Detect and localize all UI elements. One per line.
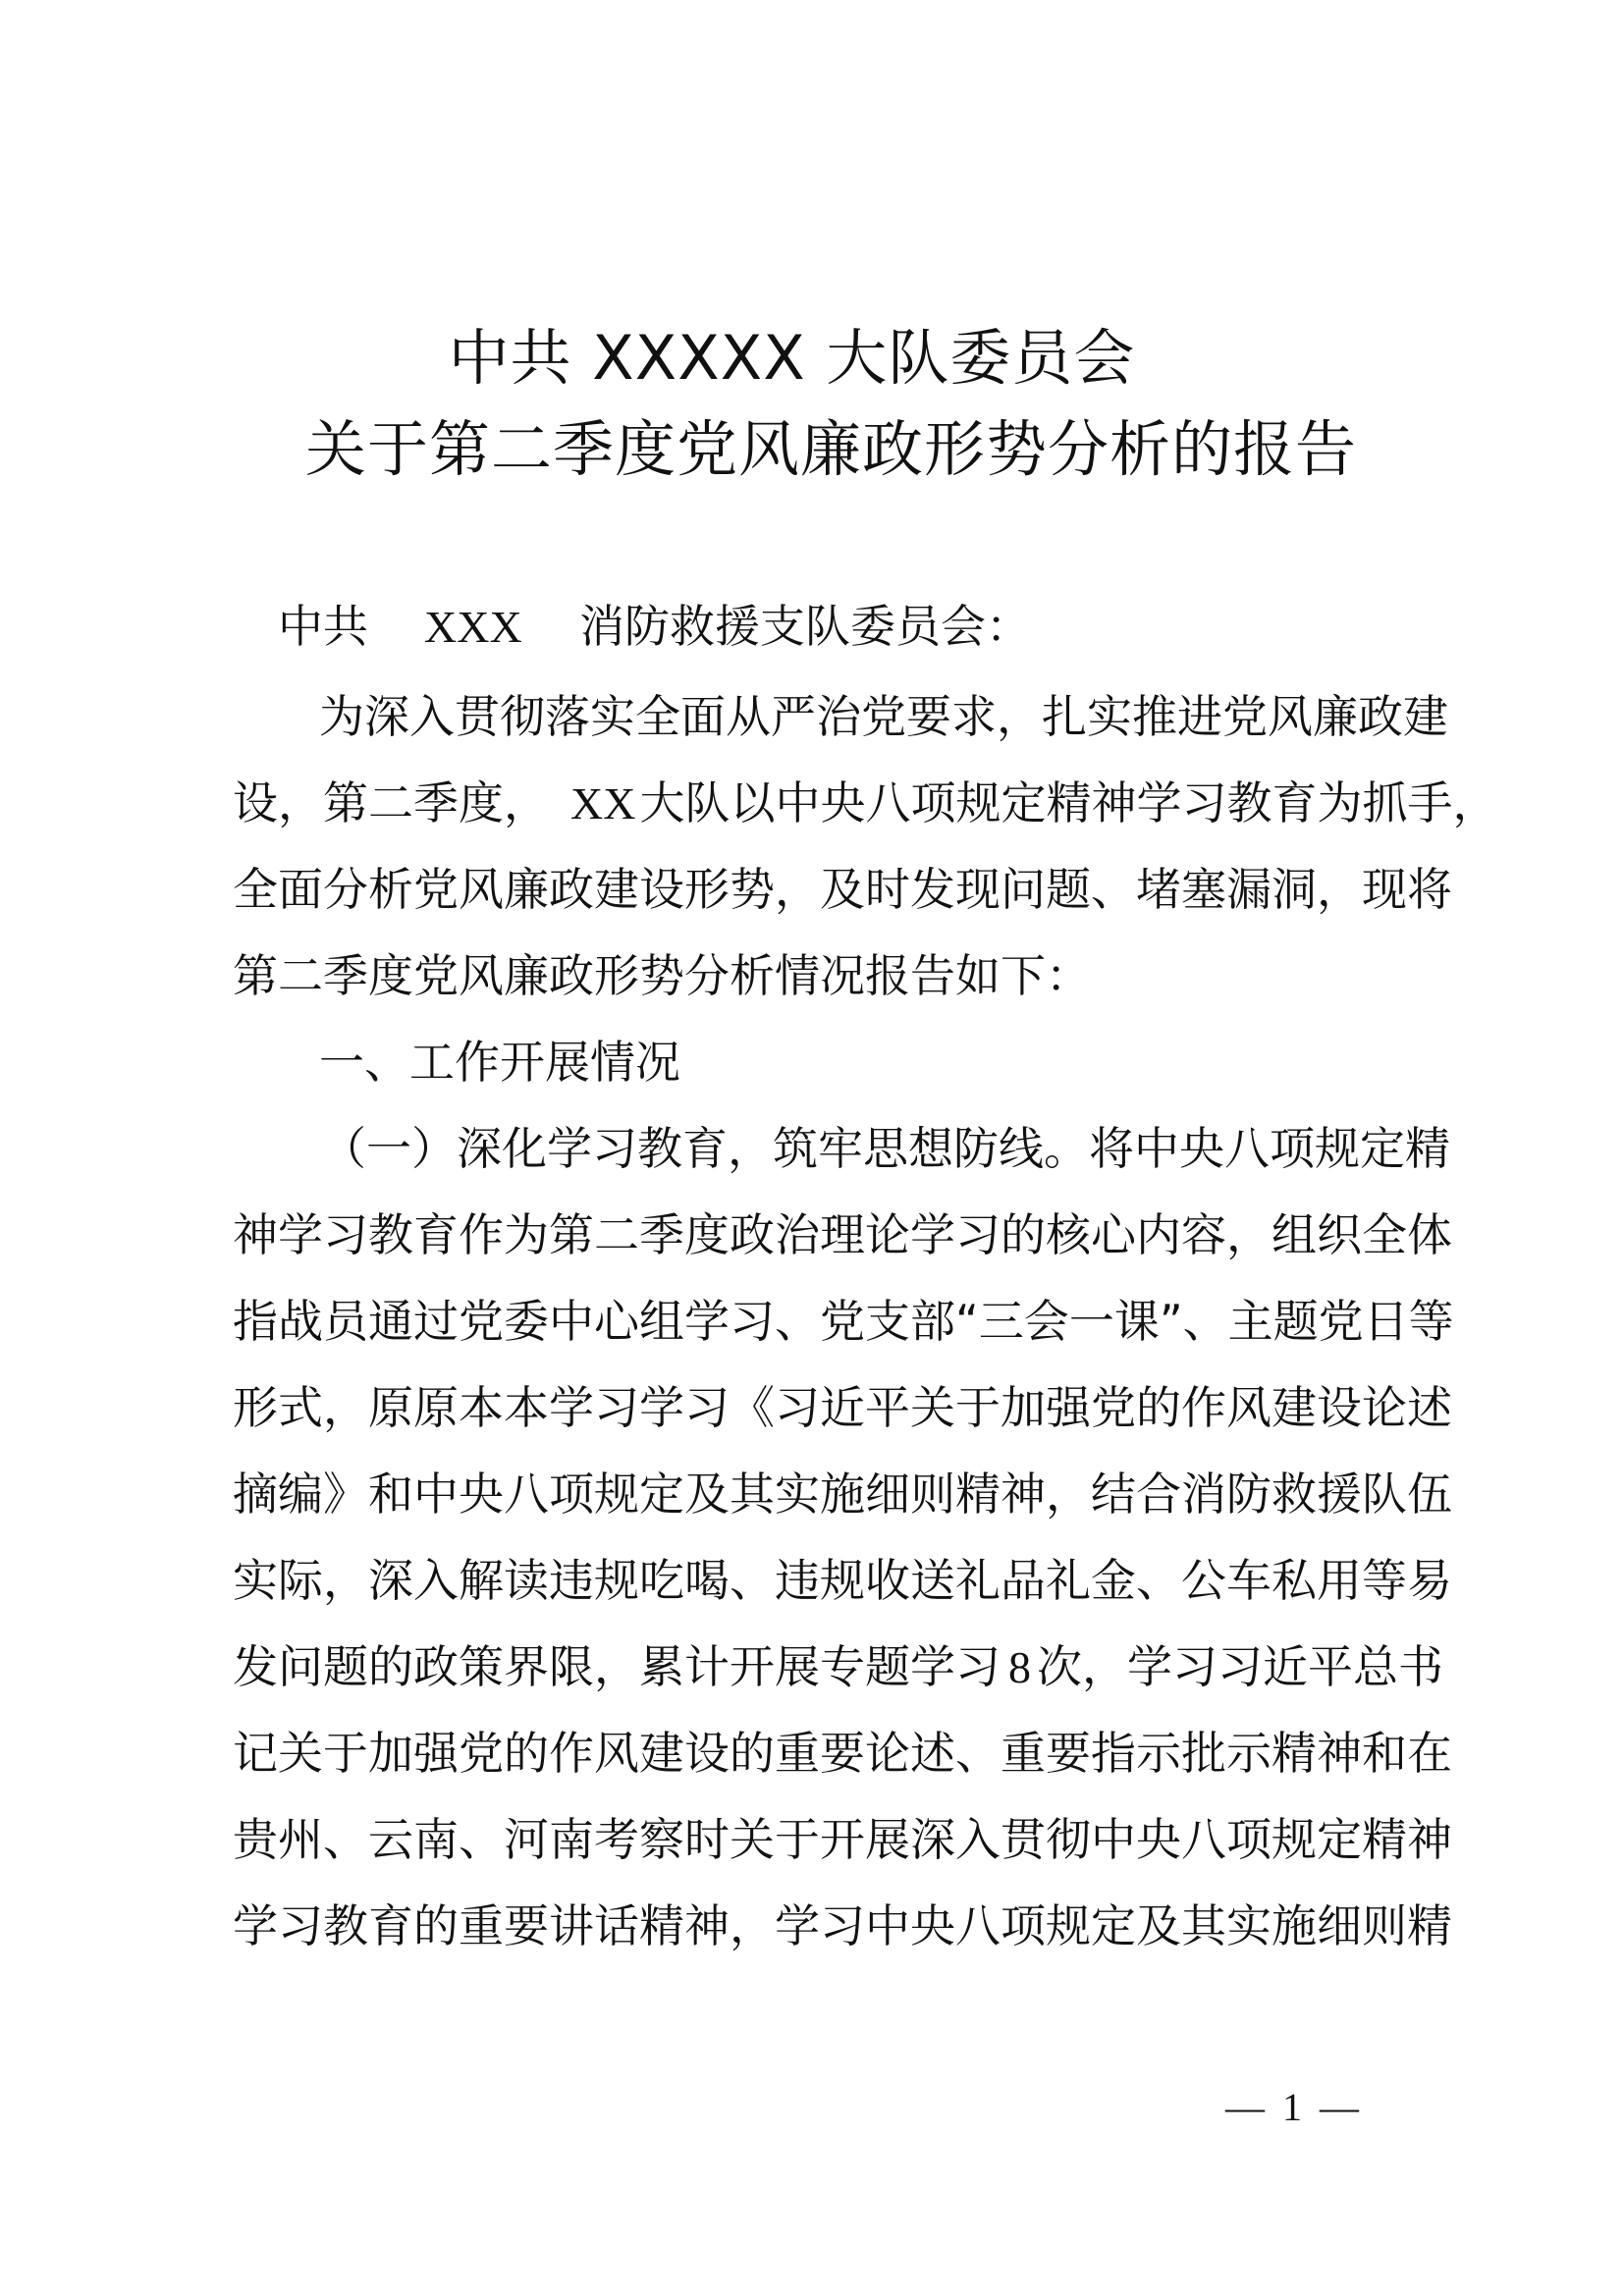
body-text: 大队以中央八项规定精神学习教育为抓手， [639, 776, 1498, 829]
salutation-suffix: 消防救援支队委员会： [579, 600, 1031, 653]
document-title-line-1: 中共 XXXXX 大队委员会 [448, 322, 1136, 394]
body-line: 实际，深入解读违规吃喝、违规收送礼品礼金、公车私用等易 [233, 1554, 1452, 1607]
body-line: 形式，原原本本学习学习《习近平关于加强党的作风建设论述 [233, 1381, 1452, 1434]
unit-code: XX [570, 778, 636, 828]
section-heading: 一、工作开展情况 [319, 1036, 680, 1089]
body-line: 神学习教育作为第二季度政治理论学习的核心内容，组织全体 [233, 1208, 1452, 1261]
body-text: 设，第二季度， [233, 776, 549, 829]
body-line: 为深入贯彻落实全面从严治党要求，扎实推进党风廉政建 [319, 690, 1448, 743]
body-line: 第二季度党风廉政形势分析情况报告如下： [233, 949, 1091, 1002]
study-count: 8 [1008, 1642, 1031, 1692]
body-text: 发问题的政策界限，累计开展专题学习 [233, 1640, 1001, 1693]
body-line: 学习教育的重要讲话精神，学习中央八项规定及其实施细则精 [233, 1899, 1452, 1952]
body-line [233, 1637, 1443, 1697]
subsection-heading: （一）深化学习教育，筑牢思想防线。将中央八项规定精 [321, 1122, 1450, 1175]
salutation-prefix: 中共 [278, 600, 368, 653]
body-text: 次，学习习近平总书 [1037, 1640, 1443, 1693]
document-title-line-2: 关于第二季度党风廉政形势分析的报告 [304, 413, 1357, 485]
body-line: 记关于加强党的作风建设的重要论述、重要指示批示精神和在 [233, 1727, 1452, 1780]
body-line: 全面分析党风廉政建设形势，及时发现问题、堵塞漏洞，现将 [233, 863, 1452, 916]
body-line [233, 774, 1498, 833]
salutation-org-code-text: XXX [424, 602, 522, 652]
body-line: 摘编》和中央八项规定及其实施细则精神，结合消防救援队伍 [233, 1468, 1452, 1521]
body-line: 贵州、云南、河南考察时关于开展深入贯彻中央八项规定精神 [233, 1813, 1452, 1866]
page-number: — 1 — [1225, 2085, 1363, 2129]
salutation-org-code [424, 597, 522, 656]
body-line: 指战员通过党委中心组学习、党支部“三会一课”、主题党日等 [233, 1295, 1454, 1348]
